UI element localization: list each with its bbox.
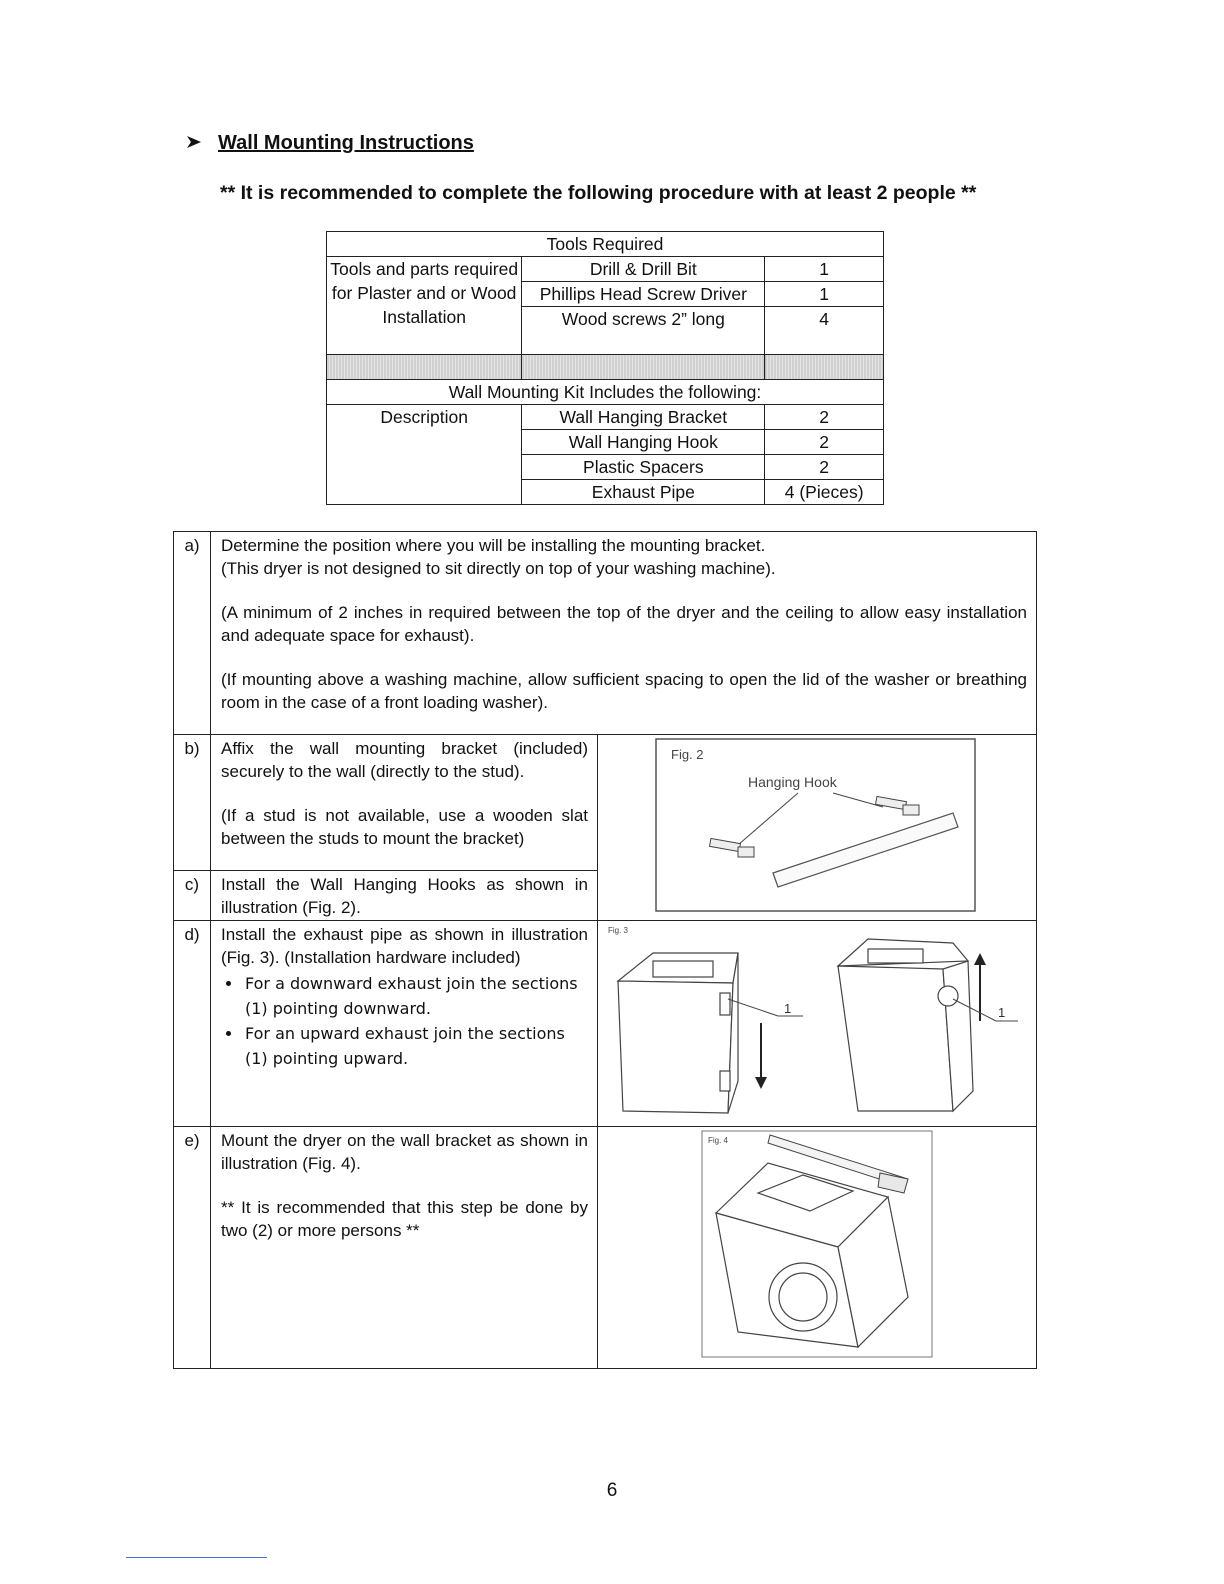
step-c-text: Install the Wall Hanging Hooks as shown in illustration (Fig. 2). bbox=[221, 875, 588, 917]
tool-item: Drill & Drill Bit bbox=[522, 257, 765, 282]
page-number: 6 bbox=[606, 1480, 618, 1501]
step-a-text: (This dryer is not designed to sit directly on top of your washing machine). bbox=[221, 558, 776, 578]
figure-3-label: Fig. 3 bbox=[608, 926, 629, 935]
kit-item: Wall Hanging Bracket bbox=[522, 405, 765, 430]
tools-table bbox=[326, 231, 884, 505]
kit-qty: 2 bbox=[765, 455, 884, 480]
section-title: Wall Mounting Instructions bbox=[218, 132, 474, 154]
tool-qty: 1 bbox=[765, 257, 884, 282]
figure-2-illustration bbox=[598, 735, 1036, 915]
shaded-separator bbox=[765, 355, 884, 380]
kit-qty: 2 bbox=[765, 430, 884, 455]
figure-4-cell bbox=[598, 1127, 1037, 1369]
step-label: c) bbox=[174, 871, 211, 921]
tools-table-title: Tools Required bbox=[327, 232, 884, 257]
step-d-body bbox=[211, 921, 598, 1127]
step-a-text: (A minimum of 2 inches in required between the top of the dryer and the ceiling to allow easy installation and adequate space for exhaust). bbox=[221, 603, 1027, 645]
step-label: b) bbox=[174, 735, 211, 871]
step-b-body bbox=[211, 735, 598, 871]
steps-table bbox=[173, 531, 1037, 1369]
footer-rule bbox=[126, 1557, 267, 1558]
figure-3-cell bbox=[598, 921, 1037, 1127]
step-c-body bbox=[211, 871, 598, 921]
list-item: • For a downward exhaust join the sections (1) pointing downward. bbox=[243, 971, 588, 1021]
tool-qty: 1 bbox=[765, 282, 884, 307]
step-label: a) bbox=[174, 532, 211, 735]
step-label: d) bbox=[174, 921, 211, 1127]
step-b-text: (If a stud is not available, use a wooden slat between the studs to mount the bracket) bbox=[221, 806, 588, 848]
tool-qty: 4 bbox=[765, 307, 884, 355]
kit-item: Plastic Spacers bbox=[522, 455, 765, 480]
figure-2-cell bbox=[598, 735, 1037, 921]
figure-2-label: Fig. 2 bbox=[671, 747, 704, 762]
figure-3-callout-right: 1 bbox=[998, 1005, 1006, 1020]
figure-2-callout: Hanging Hook bbox=[748, 774, 837, 790]
step-b-text: Affix the wall mounting bracket (included) securely to the wall (directly to the stud). bbox=[221, 739, 588, 781]
shaded-separator bbox=[522, 355, 765, 380]
kit-item: Wall Hanging Hook bbox=[522, 430, 765, 455]
figure-4-illustration bbox=[598, 1127, 1036, 1363]
step-d-text: Install the exhaust pipe as shown in illustration (Fig. 3). (Installation hardware included) bbox=[221, 925, 588, 967]
step-e-text: ** It is recommended that this step be done by two (2) or more persons ** bbox=[221, 1198, 588, 1240]
figure-3-callout-left: 1 bbox=[784, 1001, 792, 1016]
step-e-text: Mount the dryer on the wall bracket as shown in illustration (Fig. 4). bbox=[221, 1131, 588, 1173]
list-item: • For an upward exhaust join the sections (1) pointing upward. bbox=[243, 1021, 588, 1071]
figure-4-label: Fig. 4 bbox=[708, 1136, 729, 1145]
step-a-text: (If mounting above a washing machine, allow sufficient spacing to open the lid of the washer or breathing room in the case of a front loading washer). bbox=[221, 670, 1027, 712]
step-d-bullets bbox=[221, 971, 588, 1071]
step-a-body bbox=[211, 532, 1037, 735]
kit-qty: 4 (Pieces) bbox=[765, 480, 884, 505]
shaded-separator bbox=[327, 355, 522, 380]
tools-group-label: Tools and parts required for Plaster and or Wood Installation bbox=[327, 257, 522, 355]
kit-title: Wall Mounting Kit Includes the following: bbox=[327, 380, 884, 405]
tool-item: Wood screws 2” long bbox=[522, 307, 765, 355]
section-heading bbox=[186, 132, 474, 155]
figure-3-illustration bbox=[598, 921, 1036, 1121]
arrow-bullet-icon bbox=[186, 132, 208, 155]
recommendation-note: ** It is recommended to complete the following procedure with at least 2 people ** bbox=[220, 182, 977, 204]
kit-label: Description bbox=[327, 405, 522, 505]
step-label: e) bbox=[174, 1127, 211, 1369]
kit-qty: 2 bbox=[765, 405, 884, 430]
kit-item: Exhaust Pipe bbox=[522, 480, 765, 505]
step-e-body bbox=[211, 1127, 598, 1369]
step-a-text: Determine the position where you will be installing the mounting bracket. bbox=[221, 536, 766, 555]
tool-item: Phillips Head Screw Driver bbox=[522, 282, 765, 307]
